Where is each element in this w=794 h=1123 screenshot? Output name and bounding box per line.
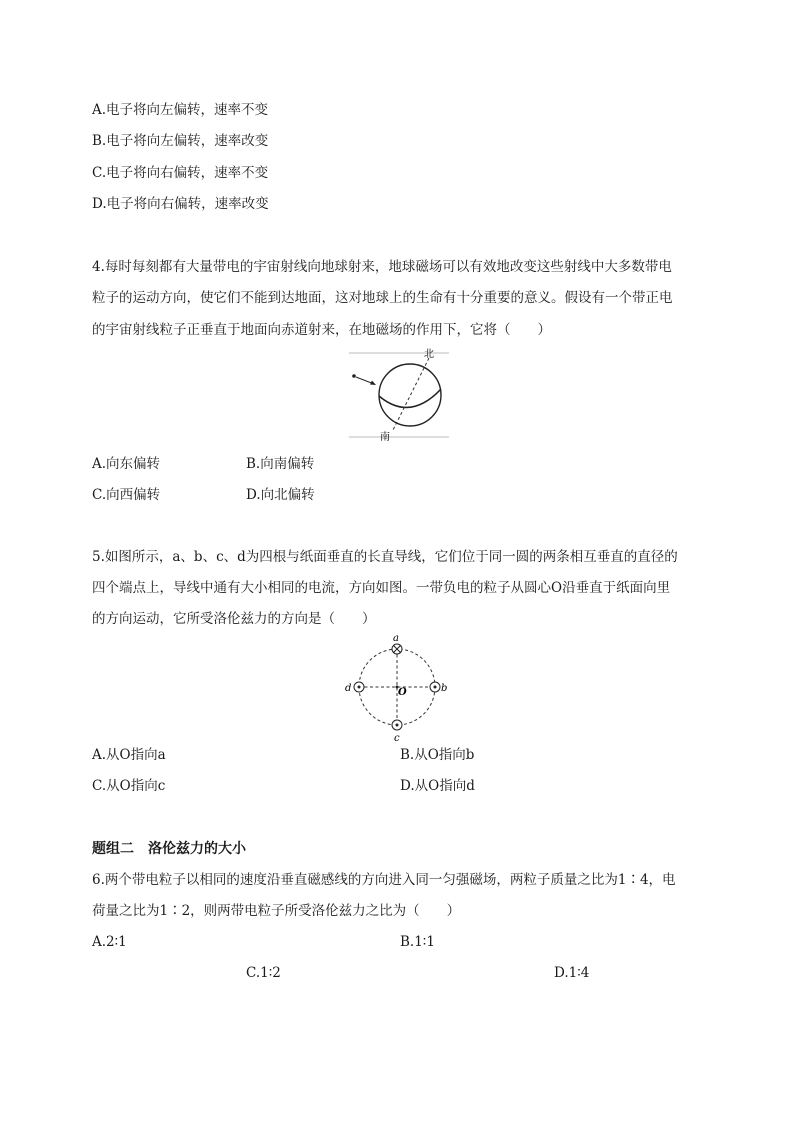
q6-option-a: A.2∶1 — [92, 934, 127, 950]
q5-option-d: D.从O指向d — [400, 778, 475, 794]
q5-wire-c-out-of-page — [392, 720, 402, 730]
q5-option-a: A.从O指向a — [92, 747, 166, 763]
q6-option-b: B.1∶1 — [400, 934, 435, 950]
q4-axis-line — [393, 358, 429, 430]
q6-option-d: D.1∶4 — [554, 965, 590, 981]
q3-option-d: D.电子将向右偏转，速率改变 — [92, 196, 269, 212]
q3-option-c: C.电子将向右偏转，速率不变 — [92, 165, 269, 181]
q5-label-b: b — [441, 683, 448, 694]
q4-option-b: B.向南偏转 — [246, 456, 315, 472]
q5-label-a: a — [393, 633, 399, 644]
q4-equator — [379, 389, 441, 407]
q5-label-d: d — [345, 683, 352, 694]
q4-stem-line-3: 的宇宙射线粒子正垂直于地面向赤道射来，在地磁场的作用下，它将（ ） — [92, 322, 551, 338]
q4-option-d: D.向北偏转 — [246, 487, 315, 503]
section-2-heading: 题组二 洛伦兹力的大小 — [92, 841, 246, 857]
q5-stem-line-3: 的方向运动，它所受洛伦兹力的方向是（ ） — [92, 611, 376, 627]
q4-particle-arrowhead — [370, 381, 376, 386]
q4-stem-line-2: 粒子的运动方向，使它们不能到达地面，这对地球上的生命有十分重要的意义。假设有一个带正电 — [92, 290, 673, 306]
q4-north-label: 北 — [424, 349, 434, 360]
q5-wire-figure — [340, 631, 455, 743]
q6-stem-line-2: 荷量之比为1∶2，则两带电粒子所受洛伦兹力之比为（ ） — [92, 903, 461, 919]
q5-option-c: C.从O指向c — [92, 778, 166, 794]
q5-stem-line-1: 5.如图所示，a、b、c、d为四根与纸面垂直的长直导线，它们位于同一圆的两条相互垂直的直径的 — [92, 549, 678, 565]
q5-wire-b-out-of-page — [430, 682, 440, 692]
q5-option-b: B.从O指向b — [400, 747, 475, 763]
q6-stem-line-1: 6.两个带电粒子以相同的速度沿垂直磁感线的方向进入同一匀强磁场，两粒子质量之比为1∶4，电 — [92, 872, 676, 888]
q4-stem-line-1: 4.每时每刻都有大量带电的宇宙射线向地球射来，地球磁场可以有效地改变这些射线中大多数带电 — [92, 259, 672, 275]
q5-label-o: O — [398, 687, 407, 698]
q4-option-a: A.向东偏转 — [92, 456, 161, 472]
q3-option-b: B.电子将向左偏转，速率改变 — [92, 133, 269, 149]
q4-earth-circle — [379, 364, 441, 426]
q4-south-label: 南 — [380, 432, 390, 442]
q4-particle — [352, 374, 356, 378]
q5-label-c: c — [394, 733, 400, 743]
q5-wire-a-into-page — [392, 644, 402, 654]
q6-option-c: C.1∶2 — [246, 965, 281, 981]
q3-option-a: A.电子将向左偏转，速率不变 — [92, 102, 269, 118]
q5-wire-d-out-of-page — [354, 682, 364, 692]
q4-earth-figure — [345, 346, 450, 442]
q5-stem-line-2: 四个端点上，导线中通有大小相同的电流，方向如图。一带负电的粒子从圆心O沿垂直于纸面向里 — [92, 580, 671, 596]
q4-option-c: C.向西偏转 — [92, 487, 161, 503]
